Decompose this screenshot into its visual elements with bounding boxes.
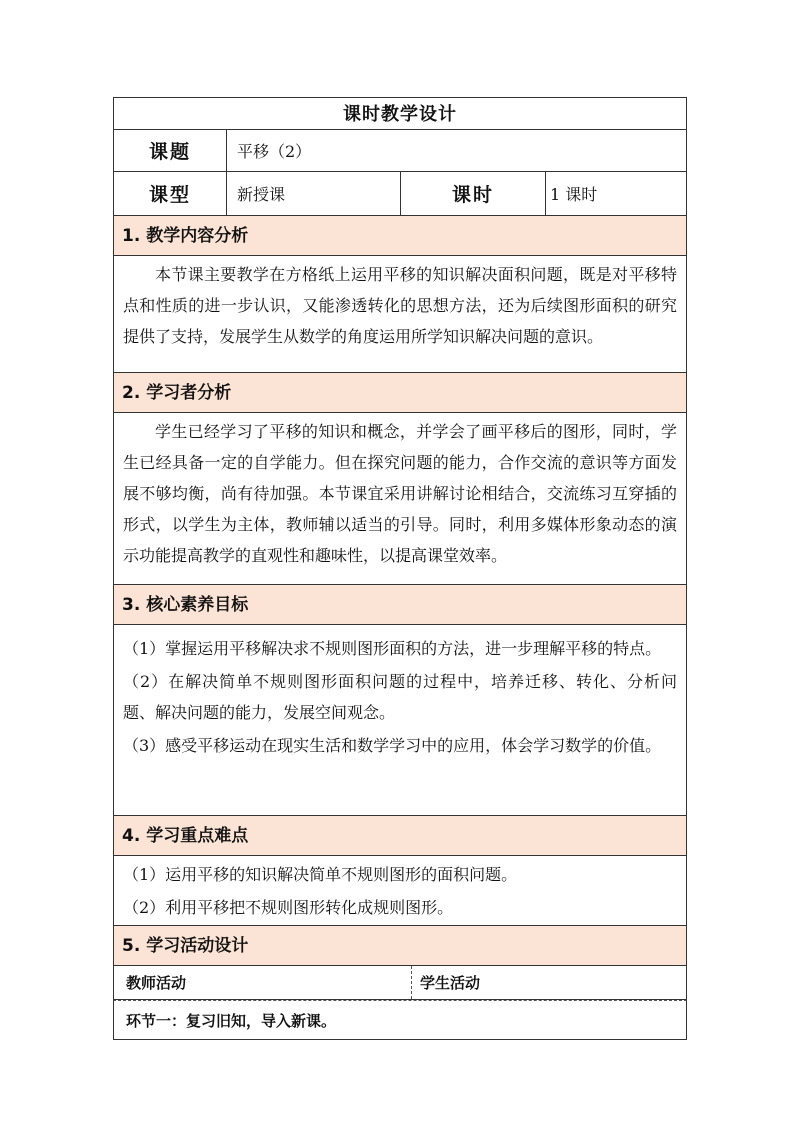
hours-label: 课时 <box>401 172 546 215</box>
key-point-item-2: （2）利用平移把不规则图形转化成规则图形。 <box>123 898 454 917</box>
section-heading-learner-analysis: 2. 学习者分析 <box>113 373 687 413</box>
core-goals-list <box>113 625 687 816</box>
key-points-list <box>113 856 687 926</box>
goal-item-1: （1）掌握运用平移解决求不规则图形面积的方法，进一步理解平移的特点。 <box>123 639 662 658</box>
type-hours-row <box>113 172 687 216</box>
content-analysis-text: 本节课主要教学在方格纸上运用平移的知识解决面积问题，既是对平移特点和性质的进一步认识，又能渗透转化的思想方法，还为后续图形面积的研究提供了支持，发展学生从数学的角度运用所学知识解决问题的意识。 <box>113 256 687 373</box>
section-heading-key-points: 4. 学习重点难点 <box>113 816 687 856</box>
goal-item-3: （3）感受平移运动在现实生活和数学学习中的应用，体会学习数学的价值。 <box>123 736 662 755</box>
stage-1-row: 环节一：复习旧知，导入新课。 <box>113 1000 687 1040</box>
topic-value: 平移（2） <box>237 142 312 161</box>
topic-label: 课题 <box>114 130 227 171</box>
section-heading-content-analysis: 1. 教学内容分析 <box>113 216 687 256</box>
activity-header-row <box>113 966 687 1000</box>
goal-item-2: （2）在解决简单不规则图形面积问题的过程中，培养迁移、转化、分析问题、解决问题的能力，发展空间观念。 <box>123 672 677 722</box>
type-value: 新授课 <box>227 172 401 215</box>
key-point-item-1: （1）运用平移的知识解决简单不规则图形的面积问题。 <box>123 865 518 884</box>
section-heading-activity-design: 5. 学习活动设计 <box>113 926 687 966</box>
type-label: 课型 <box>114 172 227 215</box>
document-title: 课时教学设计 <box>113 97 687 130</box>
section-heading-core-goals: 3. 核心素养目标 <box>113 585 687 625</box>
teacher-activity-header: 教师活动 <box>114 966 412 999</box>
lesson-design-table <box>113 97 687 1040</box>
topic-row <box>113 130 687 172</box>
hours-value: 1 课时 <box>550 185 598 204</box>
learner-analysis-text: 学生已经学习了平移的知识和概念，并学会了画平移后的图形，同时，学生已经具备一定的自学能力。但在探究问题的能力，合作交流的意识等方面发展不够均衡，尚有待加强。本节课宜采用讲解讨论相结合，交流练习互穿插的形式，以学生为主体，教师辅以适当的引导。同时，利用多媒体形象动态的演示功能提高教学的直观性和趣味性，以提高课堂效率。 <box>113 413 687 585</box>
student-activity-header: 学生活动 <box>420 974 481 992</box>
